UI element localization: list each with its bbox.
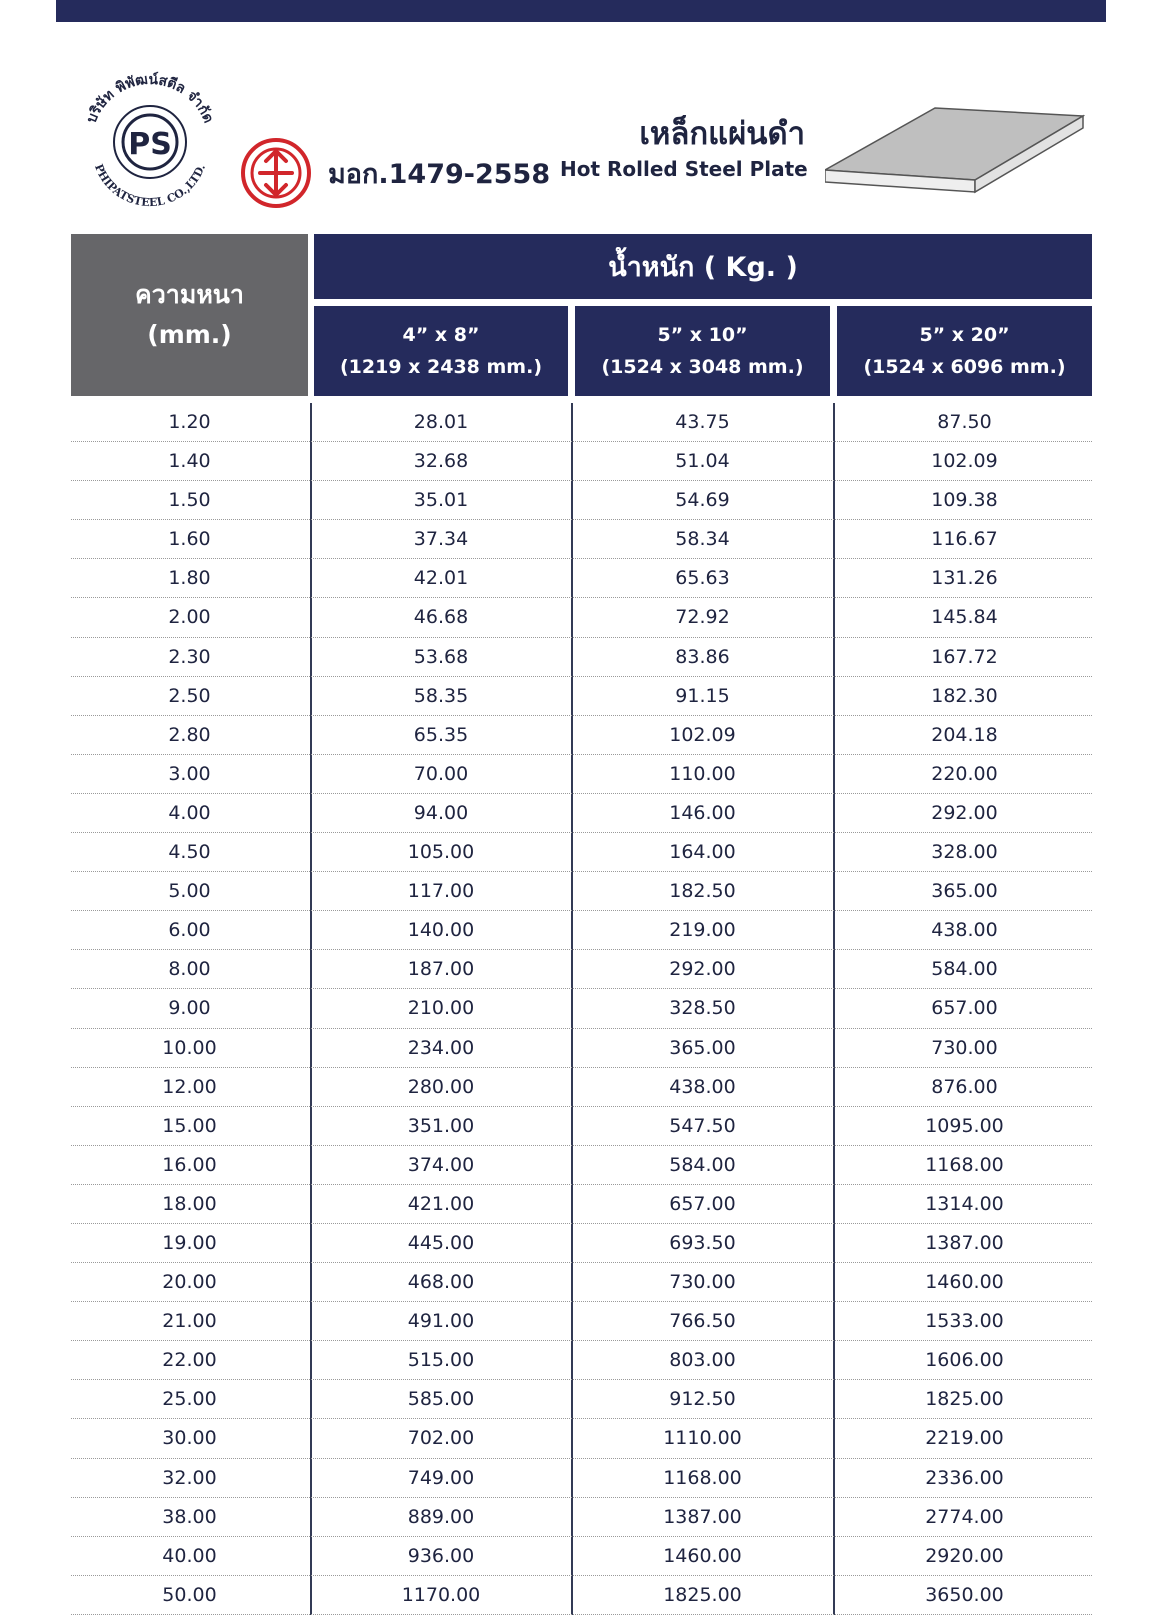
thickness-cell: 38.00: [162, 1505, 217, 1528]
table-row: [71, 442, 1092, 481]
weight-5x10-cell: 65.63: [675, 567, 730, 590]
weight-5x20-cell: 109.38: [931, 489, 998, 512]
weight-5x20-cell: 730.00: [931, 1036, 998, 1059]
thickness-cell: 21.00: [162, 1310, 217, 1333]
weight-4x8-cell: 889.00: [407, 1505, 475, 1528]
weight-5x20-cell: 204.18: [931, 723, 998, 746]
weight-4x8-cell: 32.68: [413, 450, 469, 473]
weight-4x8-cell: 468.00: [407, 1271, 475, 1294]
thickness-cell: 25.00: [162, 1388, 217, 1411]
thickness-cell: 32.00: [162, 1466, 217, 1489]
weight-4x8-cell: 94.00: [413, 801, 469, 824]
thickness-cell: 2.00: [168, 606, 211, 629]
thickness-cell: 10.00: [162, 1036, 217, 1059]
weight-5x10-cell: 58.34: [675, 528, 730, 551]
weight-4x8-cell: 515.00: [407, 1349, 475, 1372]
weight-5x20-cell: 2336.00: [925, 1466, 1004, 1489]
weight-5x20-cell: 87.50: [937, 411, 992, 433]
weight-4x8-cell: 35.01: [413, 489, 469, 512]
weight-5x10-cell: 1825.00: [663, 1583, 742, 1606]
thickness-cell: 3.00: [168, 762, 211, 785]
thickness-cell: 20.00: [162, 1271, 217, 1294]
weight-group-header: น้ำหนัก ( Kg. ): [314, 234, 1092, 299]
table-row: [71, 755, 1092, 794]
weight-5x10-cell: 51.04: [675, 450, 730, 473]
table-row: [71, 638, 1092, 677]
weight-5x10-cell: 110.00: [669, 762, 736, 785]
weight-5x10-cell: 72.92: [675, 606, 730, 629]
weight-4x8-cell: 187.00: [407, 958, 475, 981]
logo-center-text: PS: [128, 127, 172, 162]
table-row: [71, 950, 1092, 989]
weight-5x10-cell: 1460.00: [663, 1544, 742, 1567]
weight-5x10-cell: 693.50: [669, 1231, 736, 1254]
table-row: [71, 1029, 1092, 1068]
weight-4x8-cell: 105.00: [407, 841, 475, 864]
weight-5x20-cell: 1168.00: [925, 1153, 1004, 1176]
thickness-cell: 9.00: [168, 997, 211, 1020]
table-row: [71, 1537, 1092, 1576]
table-row: [71, 1302, 1092, 1341]
weight-5x20-cell: 131.26: [931, 567, 998, 590]
weight-4x8-cell: 749.00: [407, 1466, 475, 1489]
thickness-cell: 22.00: [162, 1349, 217, 1372]
weight-4x8-cell: 42.01: [413, 567, 469, 590]
weight-5x20-cell: 1533.00: [925, 1310, 1004, 1333]
weight-5x20-cell: 584.00: [931, 958, 998, 981]
thickness-cell: 1.50: [168, 489, 211, 512]
weight-5x20-cell: 438.00: [931, 919, 998, 942]
weight-5x20-cell: 220.00: [931, 762, 998, 785]
table-row: [71, 716, 1092, 755]
weight-5x10-cell: 102.09: [669, 723, 736, 746]
thickness-cell: 1.60: [168, 528, 211, 551]
weight-5x10-cell: 584.00: [669, 1153, 736, 1176]
weight-5x20-cell: 1387.00: [925, 1231, 1004, 1254]
thickness-cell: 1.40: [168, 450, 211, 473]
weight-table-body: [71, 403, 1092, 1615]
weight-4x8-cell: 585.00: [407, 1388, 475, 1411]
weight-4x8-cell: 702.00: [407, 1427, 475, 1450]
weight-4x8-cell: 58.35: [413, 684, 469, 707]
thickness-cell: 40.00: [162, 1544, 217, 1567]
weight-5x10-cell: 43.75: [675, 411, 730, 433]
weight-5x20-cell: 1825.00: [925, 1388, 1004, 1411]
weight-4x8-cell: 53.68: [413, 645, 469, 668]
weight-5x10-cell: 912.50: [669, 1388, 736, 1411]
table-row: [71, 1224, 1092, 1263]
thickness-header-label: ความหนา: [135, 280, 244, 309]
table-row: [71, 911, 1092, 950]
size-column-header: [837, 306, 1092, 396]
weight-5x10-cell: 83.86: [675, 645, 730, 668]
table-row: [71, 520, 1092, 559]
weight-5x20-cell: 1460.00: [925, 1271, 1004, 1294]
thickness-cell: 1.20: [168, 411, 211, 433]
weight-5x20-cell: 102.09: [931, 450, 998, 473]
size-column-header: [314, 306, 568, 396]
table-row: [71, 481, 1092, 520]
table-row: [71, 403, 1092, 442]
thickness-cell: 4.50: [168, 841, 211, 864]
weight-5x20-cell: 2774.00: [925, 1505, 1004, 1528]
weight-4x8-cell: 28.01: [413, 411, 469, 433]
table-row: [71, 1068, 1092, 1107]
weight-5x20-cell: 1095.00: [925, 1114, 1004, 1137]
weight-4x8-cell: 491.00: [407, 1310, 475, 1333]
weight-4x8-cell: 117.00: [407, 880, 475, 903]
weight-4x8-cell: 65.35: [413, 723, 469, 746]
thickness-cell: 2.50: [168, 684, 211, 707]
table-row: [71, 989, 1092, 1028]
weight-5x20-cell: 2920.00: [925, 1544, 1004, 1567]
weight-4x8-cell: 351.00: [407, 1114, 475, 1137]
table-row: [71, 1459, 1092, 1498]
weight-5x20-cell: 1606.00: [925, 1349, 1004, 1372]
logo-ring-text-en: PHIPATSTEEL CO.,LTD.: [91, 162, 208, 210]
weight-4x8-cell: 210.00: [407, 997, 475, 1020]
weight-5x10-cell: 219.00: [669, 919, 736, 942]
weight-5x20-cell: 3650.00: [925, 1583, 1004, 1606]
weight-5x10-cell: 292.00: [669, 958, 736, 981]
table-row: [71, 794, 1092, 833]
weight-5x20-cell: 657.00: [931, 997, 998, 1020]
weight-5x20-cell: 2219.00: [925, 1427, 1004, 1450]
weight-5x10-cell: 803.00: [669, 1349, 736, 1372]
table-row: [71, 598, 1092, 637]
weight-5x10-cell: 54.69: [675, 489, 730, 512]
size-label: 5” x 10”: [657, 324, 748, 346]
row-dotted-separator: [71, 1614, 1092, 1615]
weight-4x8-cell: 421.00: [407, 1192, 475, 1215]
table-row: [71, 559, 1092, 598]
thickness-cell: 5.00: [168, 880, 211, 903]
weight-5x10-cell: 730.00: [669, 1271, 736, 1294]
company-logo: [78, 70, 223, 215]
weight-5x10-cell: 657.00: [669, 1192, 736, 1215]
weight-4x8-cell: 936.00: [407, 1544, 475, 1567]
weight-5x20-cell: 365.00: [931, 880, 998, 903]
weight-5x20-cell: 328.00: [931, 841, 998, 864]
weight-5x20-cell: 182.30: [931, 684, 998, 707]
table-row: [71, 1419, 1092, 1458]
size-label: 5” x 20”: [919, 324, 1010, 346]
weight-5x10-cell: 1168.00: [663, 1466, 742, 1489]
thickness-cell: 2.30: [168, 645, 211, 668]
table-row: [71, 1263, 1092, 1302]
thickness-cell: 6.00: [168, 919, 211, 942]
thickness-cell: 30.00: [162, 1427, 217, 1450]
weight-5x10-cell: 164.00: [669, 841, 736, 864]
weight-4x8-cell: 140.00: [407, 919, 475, 942]
thickness-column-header: [71, 234, 308, 396]
table-row: [71, 833, 1092, 872]
weight-4x8-cell: 37.34: [413, 528, 469, 551]
weight-4x8-cell: 374.00: [407, 1153, 475, 1176]
standard-code: มอก.1479-2558: [328, 159, 551, 190]
weight-5x10-cell: 91.15: [675, 684, 730, 707]
thickness-cell: 18.00: [162, 1192, 217, 1215]
size-mm-label: (1524 x 6096 mm.): [863, 356, 1066, 378]
thickness-cell: 12.00: [162, 1075, 217, 1098]
size-mm-label: (1219 x 2438 mm.): [339, 356, 543, 378]
weight-5x20-cell: 167.72: [931, 645, 998, 668]
tis-standard-mark-icon: [240, 137, 312, 209]
weight-4x8-cell: 46.68: [413, 606, 469, 629]
size-mm-label: (1524 x 3048 mm.): [601, 356, 804, 378]
thickness-cell: 50.00: [162, 1583, 217, 1606]
weight-5x10-cell: 328.50: [669, 997, 736, 1020]
weight-5x10-cell: 1110.00: [663, 1427, 742, 1450]
thickness-cell: 19.00: [162, 1231, 217, 1254]
top-banner-bar: [56, 0, 1106, 22]
weight-4x8-cell: 70.00: [413, 762, 469, 785]
size-label: 4” x 8”: [402, 324, 480, 346]
table-row: [71, 1498, 1092, 1537]
thickness-cell: 1.80: [168, 567, 211, 590]
weight-4x8-cell: 234.00: [407, 1036, 475, 1059]
page-title-english: Hot Rolled Steel Plate: [560, 157, 808, 181]
weight-5x10-cell: 1387.00: [663, 1505, 742, 1528]
weight-5x20-cell: 145.84: [931, 606, 998, 629]
thickness-cell: 4.00: [168, 801, 211, 824]
weight-5x10-cell: 182.50: [669, 880, 736, 903]
weight-5x10-cell: 766.50: [669, 1310, 736, 1333]
weight-4x8-cell: 445.00: [407, 1231, 475, 1254]
size-column-header: [575, 306, 830, 396]
table-row: [71, 677, 1092, 716]
weight-5x20-cell: 1314.00: [925, 1192, 1004, 1215]
thickness-cell: 8.00: [168, 958, 211, 981]
page-title-thai: เหล็กแผ่นดำ: [639, 116, 805, 152]
table-row: [71, 1107, 1092, 1146]
weight-5x10-cell: 365.00: [669, 1036, 736, 1059]
table-row: [71, 1185, 1092, 1224]
weight-5x20-cell: 876.00: [931, 1075, 998, 1098]
steel-plate-illustration: [825, 100, 1085, 210]
thickness-cell: 2.80: [168, 723, 211, 746]
weight-4x8-cell: 280.00: [407, 1075, 475, 1098]
table-row: [71, 1576, 1092, 1615]
table-row: [71, 1380, 1092, 1419]
table-row: [71, 1146, 1092, 1185]
table-row: [71, 1341, 1092, 1380]
weight-5x10-cell: 547.50: [669, 1114, 736, 1137]
thickness-cell: 15.00: [162, 1114, 217, 1137]
thickness-cell: 16.00: [162, 1153, 217, 1176]
logo-ring-text-th: บริษัท พิพัฒน์สตีล จำกัด: [83, 71, 217, 126]
weight-4x8-cell: 1170.00: [401, 1583, 481, 1606]
weight-5x20-cell: 116.67: [931, 528, 998, 551]
thickness-header-unit: (mm.): [147, 320, 232, 349]
weight-5x20-cell: 292.00: [931, 801, 998, 824]
weight-5x10-cell: 438.00: [669, 1075, 736, 1098]
weight-5x10-cell: 146.00: [669, 801, 736, 824]
table-row: [71, 872, 1092, 911]
